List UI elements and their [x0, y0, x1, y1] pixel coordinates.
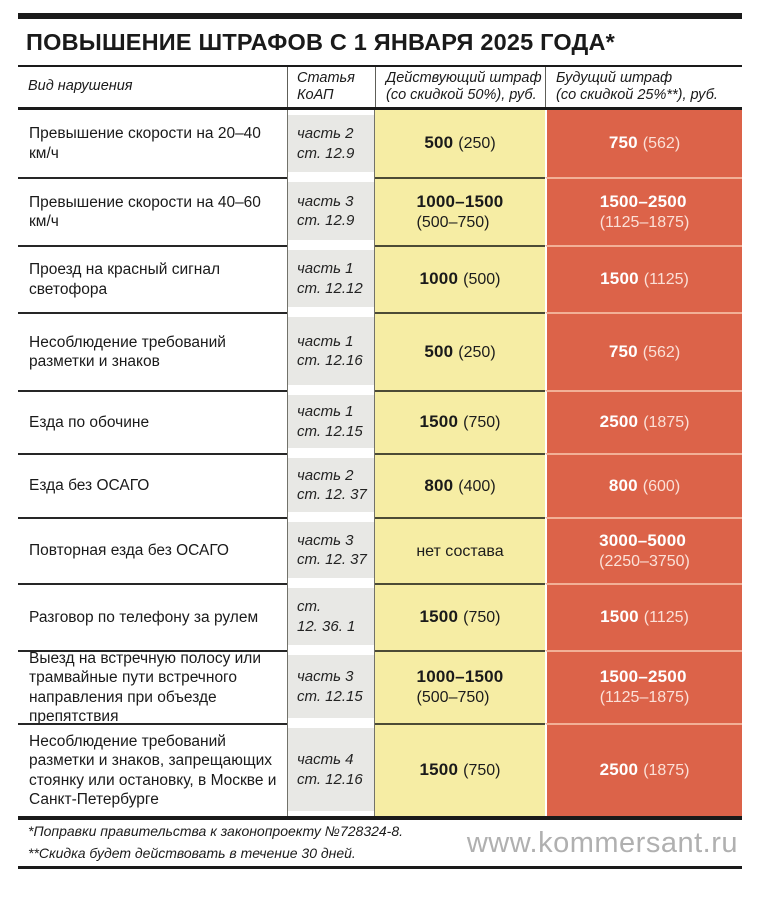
article-cell [287, 517, 375, 583]
current-fine-discounted: (500–750) [416, 689, 490, 707]
fines-table [18, 65, 742, 820]
current-fine-amount: 1000 [419, 269, 459, 289]
article-box [288, 522, 374, 578]
violation-cell: Езда без ОСАГО [18, 453, 287, 517]
current-fine-discounted: (750) [463, 609, 501, 627]
article-number: ст. 12.12 [297, 279, 363, 297]
current-fine-cell [375, 517, 545, 583]
article-part: часть 1 [297, 260, 354, 277]
article-number: ст. 12.9 [297, 144, 355, 162]
future-fine-cell [545, 517, 742, 583]
column-header-current-line1: Действующий штраф [386, 69, 542, 86]
top-rule [18, 13, 742, 19]
violation-cell: Превышение скорости на 40–60 км/ч [18, 177, 287, 245]
current-fine-cell [375, 390, 545, 453]
future-fine-cell [545, 177, 742, 245]
future-fine-discounted: (1875) [643, 414, 690, 432]
future-fine-discounted: (562) [642, 135, 681, 153]
current-fine [424, 132, 495, 155]
violation-cell: Повторная езда без ОСАГО [18, 517, 287, 583]
violation-cell: Несоблюдение требований разметки и знаков [18, 312, 287, 390]
article-cell [287, 312, 375, 390]
column-header-future-line1: Будущий штраф [556, 69, 673, 86]
article-box [288, 182, 374, 240]
current-fine [420, 606, 501, 629]
current-fine-amount: 500 [424, 133, 454, 153]
current-fine-amount: 800 [424, 475, 454, 495]
current-fine-cell [375, 312, 545, 390]
current-fine-discounted: (750) [463, 414, 501, 432]
article-cell [287, 583, 375, 650]
future-fine-discounted: (1125) [643, 271, 689, 289]
future-fine-cell [545, 390, 742, 453]
article-cell [287, 650, 375, 723]
current-fine-amount: 1500 [419, 607, 459, 627]
table-header [18, 65, 742, 110]
current-fine [424, 475, 495, 498]
column-header-current-line2: (со скидкой 50%), руб. [386, 87, 537, 103]
future-fine-cell [545, 583, 742, 650]
column-header-current-fine [375, 67, 545, 107]
article-number: ст. 12.16 [297, 352, 363, 369]
article-part: часть 1 [297, 403, 354, 420]
article-box [288, 250, 374, 307]
article-box [288, 458, 374, 512]
future-fine-amount: 800 [608, 475, 638, 495]
future-fine-amount: 1500 [600, 607, 639, 627]
current-fine-discounted: нет состава [416, 542, 504, 560]
column-header-article: Статья КоАП [287, 67, 375, 107]
article-part: часть 3 [297, 531, 354, 549]
future-fine-cell [545, 723, 742, 816]
article-part: ст. [297, 598, 321, 615]
future-fine-cell [545, 650, 742, 723]
page-title: ПОВЫШЕНИЕ ШТРАФОВ С 1 ЯНВАРЯ 2025 ГОДА* [26, 29, 615, 55]
article-cell [287, 245, 375, 312]
bottom-rule [18, 866, 742, 869]
future-fine [609, 341, 680, 364]
violation-cell: Превышение скорости на 20–40 км/ч [29, 125, 261, 162]
future-fine [600, 606, 689, 629]
article-number: ст. 12. 37 [297, 551, 367, 568]
article-number: ст. 12.16 [297, 770, 363, 788]
future-fine-amount: 2500 [599, 412, 639, 432]
footer [18, 820, 742, 866]
future-fine-amount: 1500–2500 [599, 667, 687, 687]
article-box [288, 655, 374, 718]
table-row [18, 245, 742, 312]
future-fine [599, 530, 690, 573]
future-fine-discounted: (1125) [643, 609, 689, 627]
current-fine-cell [375, 723, 545, 816]
current-fine [417, 191, 504, 234]
article-cell [287, 177, 375, 245]
column-header-violation: Вид нарушения [28, 78, 133, 95]
table-row [18, 312, 742, 390]
future-fine-amount: 750 [608, 133, 638, 153]
future-fine-amount: 1500 [600, 269, 639, 289]
article-number: ст. 12.15 [297, 422, 363, 440]
article-number: 12. 36. 1 [297, 617, 356, 635]
article-box [288, 728, 374, 811]
article-number: ст. 12.9 [297, 212, 355, 229]
table-row [18, 517, 742, 583]
future-fine-amount: 2500 [599, 760, 639, 780]
future-fine-discounted: (2250–3750) [599, 552, 690, 570]
column-header-future-fine [545, 67, 742, 107]
future-fine [600, 268, 689, 291]
current-fine-amount: 1500 [419, 412, 459, 432]
violation-cell: Несоблюдение требований разметки и знаков, запрещающих стоянку или остановку, в Москве и Санкт-Петербурге [18, 723, 287, 816]
article-number: ст. 12. 37 [297, 486, 367, 503]
article-cell [287, 110, 375, 177]
column-header-future-line2: (со скидкой 25%**), руб. [556, 87, 718, 103]
future-fine [600, 191, 690, 234]
table-row [18, 453, 742, 517]
future-fine-amount: 1500–2500 [599, 191, 687, 211]
article-box [288, 395, 374, 448]
future-fine-amount: 3000–5000 [599, 530, 687, 550]
future-fine-discounted: (600) [642, 477, 681, 495]
current-fine-discounted: (250) [458, 135, 496, 153]
table-row [18, 177, 742, 245]
article-cell [287, 723, 375, 816]
future-fine-cell [545, 245, 742, 312]
article-part: часть 4 [297, 751, 354, 768]
footnotes [20, 821, 403, 864]
current-fine-cell [375, 110, 545, 177]
future-fine [600, 666, 690, 709]
future-fine-cell [545, 453, 742, 517]
article-part: часть 2 [297, 125, 354, 142]
future-fine [609, 132, 680, 155]
current-fine [417, 666, 504, 709]
current-fine-discounted: (500–750) [416, 213, 490, 231]
current-fine [420, 268, 501, 291]
article-box [288, 317, 374, 385]
future-fine-discounted: (1875) [643, 762, 690, 780]
article-box [288, 588, 374, 645]
current-fine-discounted: (750) [463, 762, 501, 780]
current-fine-cell [375, 177, 545, 245]
future-fine [600, 759, 690, 782]
violation-cell: Разговор по телефону за рулем [18, 583, 287, 650]
article-part: часть 2 [297, 466, 354, 484]
watermark: www.kommersant.ru [466, 826, 738, 859]
future-fine-amount: 750 [608, 341, 638, 361]
current-fine [424, 341, 495, 364]
article-cell [287, 453, 375, 517]
current-fine-cell [375, 583, 545, 650]
infographic [0, 13, 760, 869]
future-fine-cell [545, 110, 742, 177]
article-part: часть 1 [297, 332, 354, 350]
article-cell [287, 390, 375, 453]
current-fine-discounted: (250) [458, 343, 496, 361]
current-fine [420, 759, 501, 782]
current-fine [416, 540, 503, 563]
current-fine-amount: 500 [424, 341, 454, 361]
table-row [18, 390, 742, 453]
current-fine-amount: 1000–1500 [416, 667, 504, 687]
footnote-1: *Поправки правительства к законопроекту №728324-8. [28, 823, 404, 840]
article-number: ст. 12.15 [297, 687, 363, 705]
table-row [18, 723, 742, 816]
current-fine-cell [375, 453, 545, 517]
table-row [18, 110, 742, 177]
footnote-2: **Скидка будет действовать в течение 30 дней. [28, 845, 356, 861]
future-fine-cell [545, 312, 742, 390]
article-part: часть 3 [297, 668, 354, 685]
future-fine [609, 475, 680, 498]
violation-cell: Езда по обочине [18, 390, 287, 453]
current-fine-cell [375, 650, 545, 723]
current-fine-amount: 1500 [419, 760, 459, 780]
article-part: часть 3 [297, 192, 354, 210]
future-fine-discounted: (1125–1875) [599, 213, 690, 231]
current-fine-discounted: (500) [463, 271, 501, 289]
violation-cell: Проезд на красный сигнал светофора [18, 245, 287, 312]
current-fine [420, 411, 501, 434]
violation-cell: Выезд на встречную полосу или трамвайные пути встречного направления при объезде препятствия [18, 650, 287, 723]
future-fine-discounted: (562) [642, 343, 681, 361]
future-fine [600, 411, 690, 434]
table-row [18, 583, 742, 650]
current-fine-cell [375, 245, 545, 312]
current-fine-amount: 1000–1500 [416, 191, 504, 211]
future-fine-discounted: (1125–1875) [599, 689, 690, 707]
article-box [288, 115, 374, 172]
current-fine-discounted: (400) [458, 477, 496, 495]
table-row [18, 650, 742, 723]
table-body [18, 110, 742, 816]
